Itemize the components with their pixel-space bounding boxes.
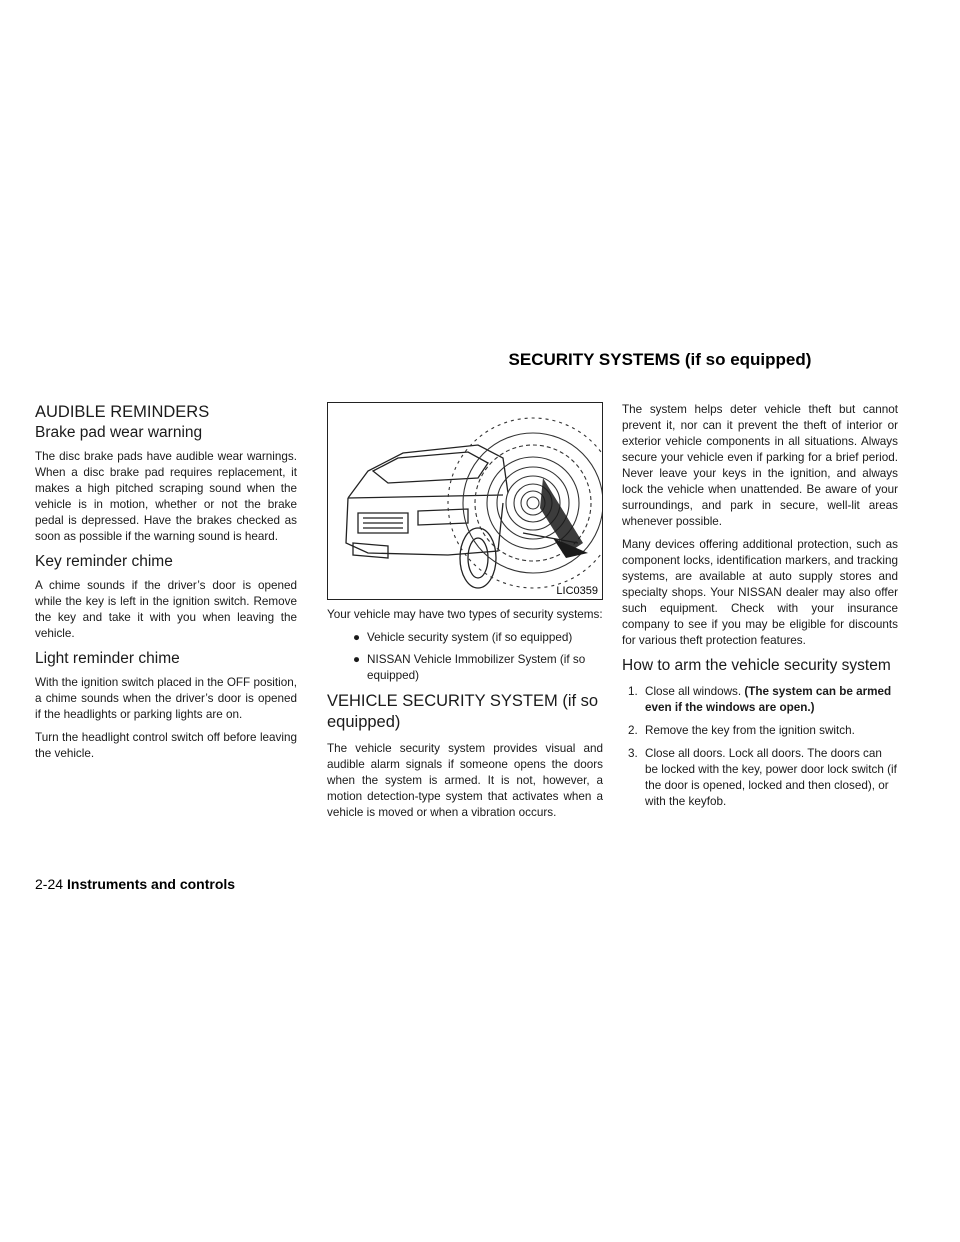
light-reminder-text-2: Turn the headlight control switch off before leaving the vehicle. [35,731,297,760]
vehicle-with-alarm-illustration [328,403,602,599]
column-right [622,402,898,817]
column-left [35,402,297,769]
list-item: 1. Close all windows. (The system can be armed even if the windows are open.) [628,685,892,714]
list-item: 2. Remove the key from the ignition switch. [628,724,855,737]
list-item: ● NISSAN Vehicle Immobilizer System (if so equipped) [353,653,586,682]
brake-pad-text: The disc brake pads have audible wear warnings. When a disc brake pad requires replacement, it makes a high pitched scraping sound when the vehicle is in motion, whether or not the brake pedal is depressed. Have the brakes checked as soon as possible if the warning sound is heard. [35,450,297,543]
figure-label: LIC0359 [556,585,598,597]
key-reminder-text: A chime sounds if the driver’s door is opened while the key is left in the ignition switch. Remove the key and take it with you when leaving the vehicle. [35,579,297,640]
section-name: Instruments and controls [67,876,236,892]
page-title: SECURITY SYSTEMS (if so equipped) [508,350,812,369]
security-types-list [327,630,603,684]
deter-theft-text: The system helps deter vehicle theft but cannot prevent it, nor can it prevent the theft of interior or exterior vehicle components in all situations. Always secure your vehicle even if parking for a brief period. Never leave your keys in the ignition, and always lock the vehicle when unattended. Be aware of your surroundings, and park in secure, well-lit areas whenever possible. [622,403,898,528]
light-reminder-heading: Light reminder chime [35,650,180,667]
list-item: ● Vehicle security system (if so equipped) [353,631,573,644]
arm-steps-list [622,684,898,810]
vehicle-security-text: The vehicle security system provides visual and audible alarm signals if someone opens the doors when the system is armed. It is not, however, a motion detection-type system that activates when a vehicle is moved or when a vibration occurs. [327,742,603,819]
column-middle [327,402,603,828]
arm-system-heading: How to arm the vehicle security system [622,657,891,674]
bullet-icon: ● [353,653,361,666]
list-item: 3. Close all doors. Lock all doors. The doors can be locked with the key, power door lock switch (if the door is opened, locked and then closed), or with the keyfob. [628,747,897,808]
audible-reminders-heading: AUDIBLE REMINDERS [35,403,210,421]
page-footer [35,876,235,892]
security-intro-text: Your vehicle may have two types of security systems: [327,608,603,621]
bullet-icon: ● [353,631,361,644]
page-number: 2-24 [35,876,64,892]
key-reminder-heading: Key reminder chime [35,553,173,570]
light-reminder-text-1: With the ignition switch placed in the OFF position, a chime sounds when the driver’s door is opened if the headlights or parking lights are on. [35,676,297,721]
vehicle-security-figure [327,402,603,600]
additional-devices-text: Many devices offering additional protection, such as component locks, identification markers, and tracking systems, are available at auto supply stores and specialty shops. Your NISSAN dealer may also offer such equipment. Check with your insurance company to see if you may be eligible for discounts for various theft protection features. [622,538,898,647]
vehicle-security-heading: VEHICLE SECURITY SYSTEM (if so equipped) [327,692,599,731]
brake-pad-heading: Brake pad wear warning [35,424,203,441]
